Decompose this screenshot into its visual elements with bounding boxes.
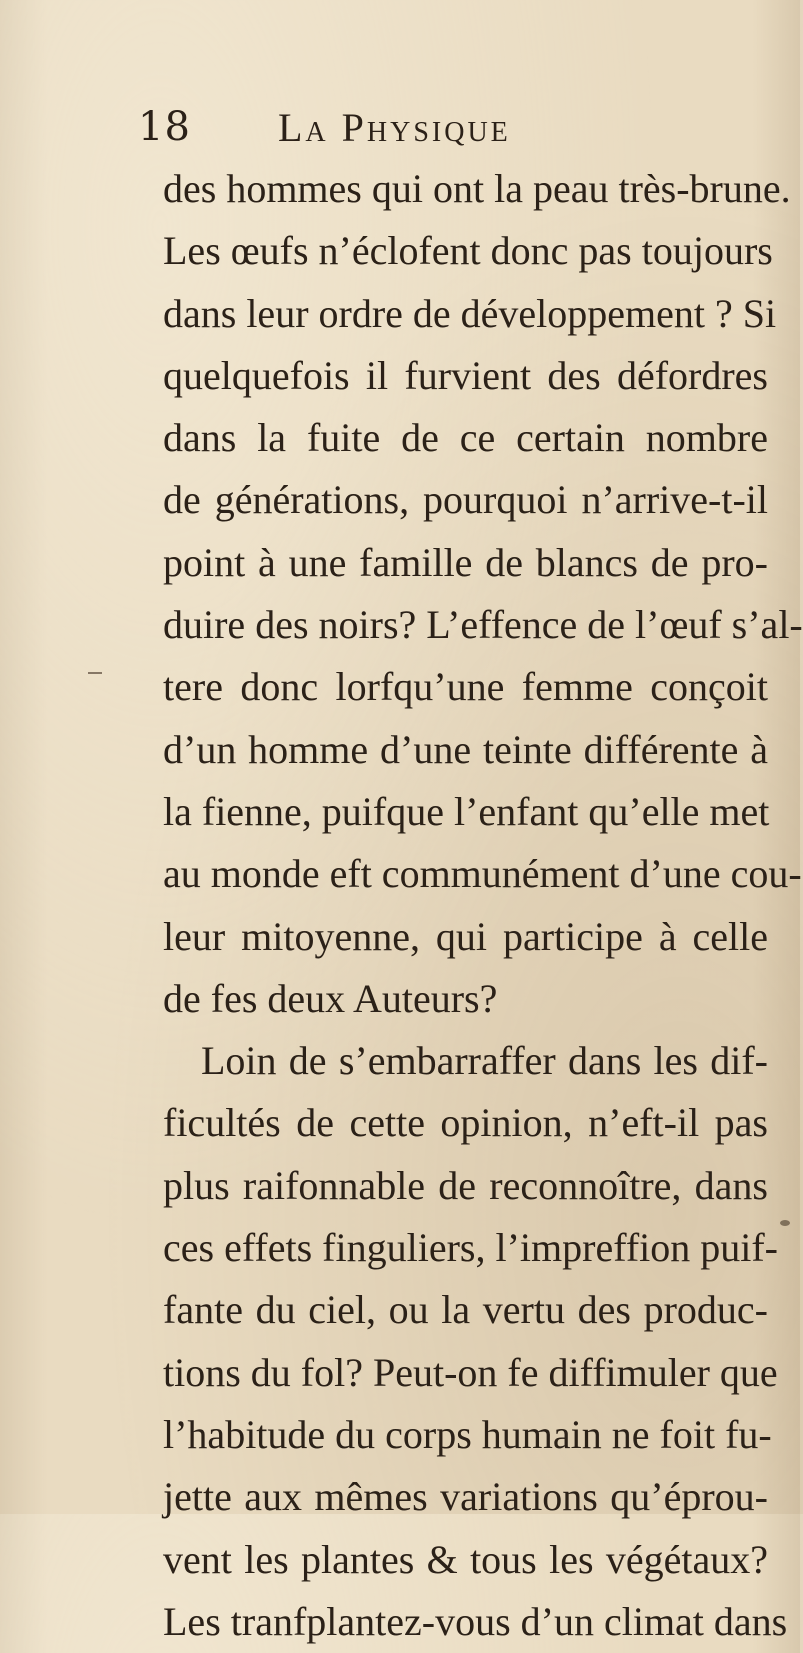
text-line: Les tranfplantez-vous d’un climat dans <box>163 1598 788 1644</box>
text-line: l’habitude du corps humain ne foit fu- <box>163 1411 772 1457</box>
text-line: au monde eft communément d’une cou- <box>163 851 802 897</box>
running-title: La Physique <box>278 105 511 150</box>
text-line: point à une famille de blancs de pro- <box>163 539 768 585</box>
paragraph-end-line: de fes deux Auteurs? <box>163 975 498 1021</box>
text-line: leur mitoyenne, qui participe à celle <box>163 913 768 959</box>
text-line: dans la fuite de ce certain nombre <box>163 415 768 461</box>
page-number: 18 <box>138 104 191 150</box>
text-line: ficultés de cette opinion, n’eft-il pas <box>163 1100 768 1146</box>
text-line: tere donc lorfqu’une femme conçoit <box>163 664 768 710</box>
running-head <box>138 104 738 164</box>
text-line: tions du fol? Peut-on fe diffimuler que <box>163 1349 778 1395</box>
paragraph-start-line: Loin de s’embarraffer dans les dif- <box>201 1038 768 1084</box>
text-line: plus raifonnable de reconnoître, dans <box>163 1162 768 1208</box>
margin-mark <box>88 672 102 674</box>
text-line: dans leur ordre de développement ? Si <box>163 290 777 336</box>
text-line: duire des noirs? L’effence de l’œuf s’al- <box>163 602 803 648</box>
text-line: vent les plantes & tous les végétaux? <box>163 1536 768 1582</box>
text-line: ces effets finguliers, l’impreffion puif- <box>163 1225 778 1271</box>
text-line: fante du ciel, ou la vertu des produc- <box>163 1287 768 1333</box>
text-line: d’un homme d’une teinte différente à <box>163 726 768 772</box>
text-line: Les œufs n’éclofent donc pas toujours <box>163 228 773 274</box>
text-line: des hommes qui ont la peau très-brune. <box>163 166 791 211</box>
text-line: la fienne, puifque l’enfant qu’elle met <box>163 788 770 834</box>
body-text <box>163 158 803 1653</box>
ink-spot <box>780 1220 790 1226</box>
text-line: jette aux mêmes variations qu’éprou- <box>163 1474 768 1520</box>
text-line: quelquefois il furvient des défordres <box>163 352 768 398</box>
text-line: de générations, pourquoi n’arrive-t-il <box>163 477 768 523</box>
